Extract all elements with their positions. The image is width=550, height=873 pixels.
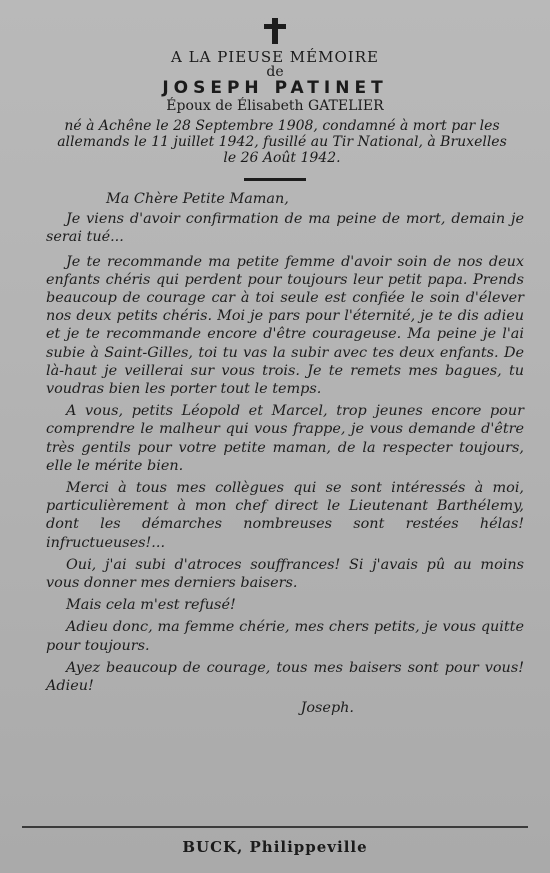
cross-icon (262, 18, 288, 44)
letter-paragraph: Je te recommande ma petite femme d'avoir soin de nos deux enfants chéris qui perdent pour toujours leur petit papa. Prends beaucoup de courage car à toi seule est confiée le soin d'élever nos deux petits chéris. Moi je pars pour l'éternité, je te dis adieu et je te recommande encore d'être courageuse. Ma peine je l'ai subie à Saint-Gilles, toi tu vas la subir avec tes deux enfants. De là-haut je veillerai sur vous trois. Je te remets mes bagues, tu voudras bien les porter tout le temps. (46, 253, 524, 398)
farewell-letter (46, 190, 524, 721)
letter-paragraph: Mais cela m'est refusé! (66, 597, 236, 614)
biography: né à Achêne le 28 Septembre 1908, condamné à mort par les allemands le 11 juillet 1942, fusillé au Tir National, à Bruxelles le 26 Août 1942. (57, 118, 507, 166)
letter-paragraph: Oui, j'ai subi d'atroces souffrances! Si j'avais pû au moins vous donner mes derniers baisers. (46, 556, 524, 592)
letter-paragraph: Ayez beaucoup de courage, tous mes baisers sont pour vous! Adieu! (46, 659, 524, 695)
memorial-heading: A LA PIEUSE MÉMOIRE (171, 48, 379, 66)
letter-paragraph: Merci à tous mes collègues qui se sont intéressés à moi, particulièrement à mon chef direct le Lieutenant Barthélemy, dont les démarches nombreuses sont restées hélas! infructueuses!... (46, 480, 524, 551)
letter-paragraph: A vous, petits Léopold et Marcel, trop jeunes encore pour comprendre le malheur qui vous frappe, je vous demande d'être très gentils pour votre petite maman, de la respecter toujours, elle le mérite bien. (46, 403, 524, 474)
deceased-name: JOSEPH PATINET (162, 78, 388, 98)
letter-paragraph: Je viens d'avoir confirmation de ma peine de mort, demain je serai tué... (46, 211, 524, 246)
letter-paragraph: Adieu donc, ma femme chérie, mes chers petits, je vous quitte pour toujours. (46, 619, 524, 654)
letter-salutation: Ma Chère Petite Maman, (106, 191, 289, 207)
spouse-line: Époux de Élisabeth GATELIER (166, 98, 384, 114)
letter-signature: Joseph. (300, 700, 354, 717)
footer-divider (22, 826, 528, 828)
heading-de: de (266, 64, 284, 80)
divider (244, 178, 306, 181)
printer-imprint: BUCK, Philippeville (182, 838, 368, 856)
